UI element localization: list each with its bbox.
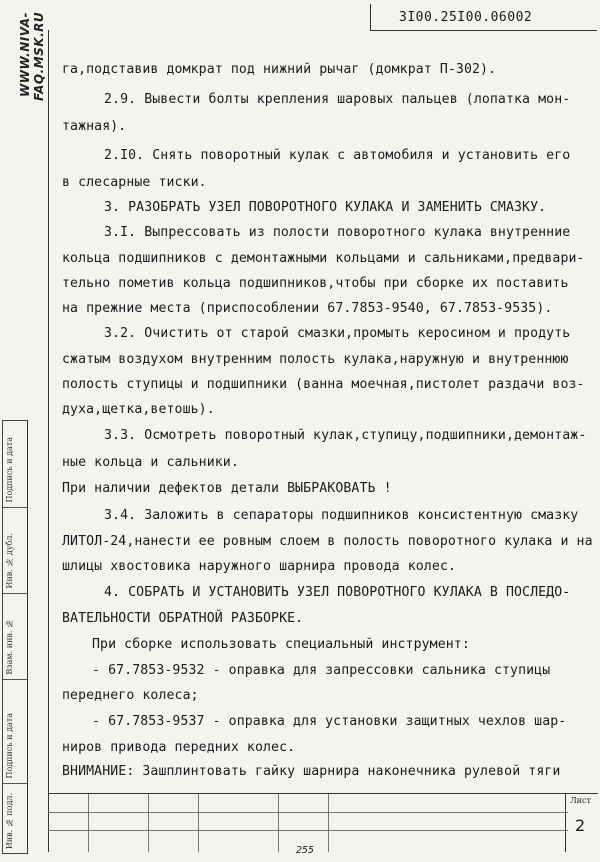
title-block — [48, 793, 598, 852]
text-line: тельно пометив кольца подшипников,чтобы при сборке их поставить — [62, 276, 569, 291]
text-line: шлицы хвостовика наружного шарнира провода колес. — [62, 559, 456, 574]
doc-code-box — [370, 4, 597, 31]
text-line: ниров привода передних колес. — [62, 740, 296, 755]
stamp-column — [2, 420, 28, 854]
text-line: 2.9. Вывести болты крепления шаровых пальцев (лопатка мон- — [104, 92, 571, 107]
title-block-col — [328, 794, 329, 852]
title-block-row — [48, 812, 568, 813]
stamp-label: Взам. инв. № — [5, 619, 14, 675]
section-heading: 3. РАЗОБРАТЬ УЗЕЛ ПОВОРОТНОГО КУЛАКА И ЗАМЕНИТЬ СМАЗКУ. — [104, 200, 547, 215]
text-line: сжатым воздухом внутренним полость кулака,наружную и внутреннюю — [62, 352, 569, 367]
title-block-col — [88, 794, 89, 852]
text-line: духа,щетка,ветошь). — [62, 402, 215, 417]
stamp-cell — [3, 679, 27, 784]
stamp-cell — [3, 783, 27, 853]
title-block-col — [278, 794, 279, 852]
text-line: 3.3. Осмотреть поворотный кулак,ступицу,подшипники,демонтаж- — [104, 428, 587, 443]
stamp-label: Инв. № подл. — [5, 792, 14, 849]
text-line: 3.4. Заложить в сепараторы подшипников консистентную смазку — [104, 508, 579, 523]
stamp-label: Инв. № дубл. — [5, 533, 14, 589]
title-block-row — [48, 830, 568, 831]
title-block-col — [148, 794, 149, 852]
stamp-cell — [3, 593, 27, 680]
text-line: 2.I0. Снять поворотный кулак с автомобиля и установить его — [104, 148, 571, 163]
margin-line — [48, 30, 49, 852]
stamp-cell — [3, 421, 27, 508]
text-line: в слесарные тиски. — [62, 175, 207, 190]
text-line: При наличии дефектов детали ВЫБРАКОВАТЬ ! — [62, 481, 392, 496]
text-line: 3.I. Выпрессовать из полости поворотного кулака внутренние — [104, 225, 571, 240]
text-line: кольца подшипников с демонтажными кольцами и сальниками,предвари- — [62, 251, 585, 266]
stamp-cell — [3, 507, 27, 594]
text-line: переднего колеса; — [62, 688, 199, 703]
text-line: ЛИТОЛ-24,нанести ее ровным слоем в полость поворотного кулака и на — [62, 534, 593, 549]
text-line: на прежние места (приспособлении 67.7853-9540, 67.7853-9535). — [62, 301, 553, 316]
title-block-col — [198, 794, 199, 852]
text-line: При сборке использовать специальный инструмент: — [92, 637, 470, 652]
sheet-cell — [565, 794, 596, 852]
sheet-number: 2 — [575, 816, 586, 835]
section-heading: 4. СОБРАТЬ И УСТАНОВИТЬ УЗЕЛ ПОВОРОТНОГО КУЛАКА В ПОСЛЕДО- — [104, 585, 571, 600]
text-line: га,подставив домкрат под нижний рычаг (домкрат П-302). — [62, 62, 497, 77]
site-url-watermark: WWW.NIVA-FAQ.MSK.RU — [18, 12, 46, 102]
text-line: тажная). — [62, 119, 127, 134]
stamp-label: Подпись и дата — [5, 713, 14, 779]
text-line: - 67.7853-9532 - оправка для запрессовки сальника ступицы — [92, 663, 551, 678]
text-line: - 67.7853-9537 - оправка для установки защитных чехлов шар- — [92, 714, 567, 729]
doc-code: 3I00.25I00.06002 — [399, 10, 533, 25]
warning-line: ВНИМАНИЕ: Зашплинтовать гайку шарнира наконечника рулевой тяги — [62, 764, 561, 779]
text-line: 3.2. Очистить от старой смазки,промыть керосином и продуть — [104, 326, 571, 341]
page-number: 255 — [296, 845, 315, 856]
text-line: полость ступицы и подшипники (ванна моечная,пистолет раздачи воз- — [62, 377, 585, 392]
stamp-label: Подпись и дата — [5, 437, 14, 503]
sheet-label: Лист — [570, 796, 591, 805]
text-line: ВАТЕЛЬНОСТИ ОБРАТНОЙ РАЗБОРКЕ. — [62, 611, 304, 626]
text-line: ные кольца и сальники. — [62, 455, 239, 470]
